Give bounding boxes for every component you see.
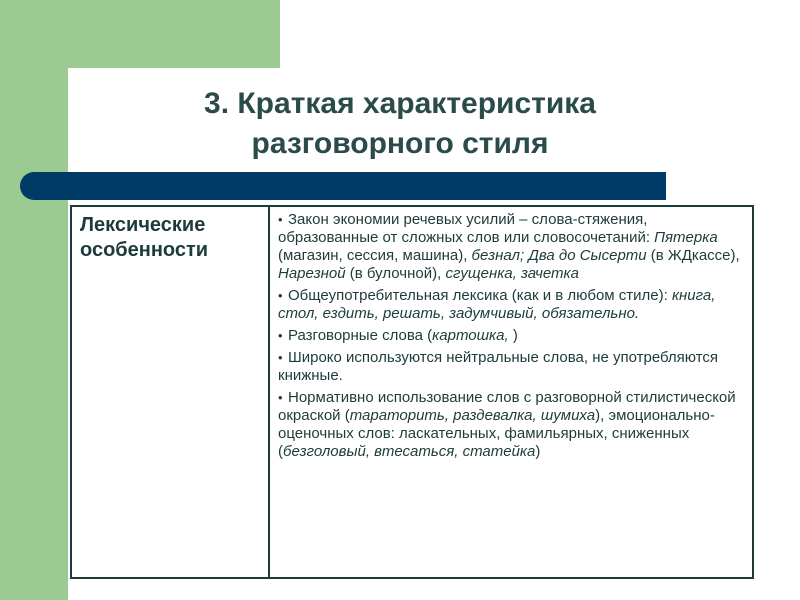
bullet-dot-icon: • (278, 328, 283, 343)
bullet-text-segment: Пятерка (654, 229, 718, 246)
bullet-text-segment: тараторить, раздевалка, шумиха (349, 407, 596, 424)
table-right-cell (270, 207, 752, 577)
bullet-text-segment: Нормативно использование слов с разговорной стилистической окраской ( (278, 389, 736, 424)
bullet-text-segment: (магазин, сессия, машина), (278, 247, 472, 264)
bullet-text-segment: картошка, (432, 327, 509, 344)
table-left-cell (72, 207, 270, 577)
bullet-item (278, 349, 746, 385)
bullet-item (278, 211, 746, 283)
slide-title (150, 84, 650, 164)
slide-title-line1: 3. Краткая характеристика (204, 87, 596, 120)
left-label-line1: Лексические (80, 214, 206, 236)
bullet-text-segment: ) (535, 443, 541, 460)
bullet-text-segment: безголовый, втесаться, статейка (283, 443, 536, 460)
bullet-text-segment: безнал; Два до Сысерти (471, 247, 647, 264)
slide-title-line2: разговорного стиля (251, 127, 549, 160)
bullet-text-segment: Широко используются нейтральные слова, не употребляются книжные. (278, 349, 719, 384)
decor-green-left (0, 0, 68, 600)
left-label-line2: особенности (80, 239, 209, 261)
bullet-item (278, 287, 746, 323)
bullet-item (278, 389, 746, 461)
bullet-item (278, 327, 746, 345)
bullet-text-segment: Разговорные слова ( (288, 327, 433, 344)
bullet-text-segment: книга, стол, ездить, решать, задумчивый, обязательно. (278, 287, 716, 322)
bullet-text-segment: ) (508, 327, 518, 344)
bullet-dot-icon: • (278, 390, 283, 405)
title-underline-bar (20, 172, 666, 200)
bullet-text-segment: Закон экономии речевых усилий – слова-стяжения, образованные от сложных слов или словосочетаний: (278, 211, 655, 246)
bullet-dot-icon: • (278, 288, 283, 303)
content-table (70, 205, 754, 579)
bullet-dot-icon: • (278, 350, 283, 365)
bullet-text-segment: ), эмоционально-оценочных слов: ласкательных, фамильярных, сниженных ( (278, 407, 715, 460)
bullet-text-segment: Общеупотребительная лексика (как и в любом стиле): (288, 287, 672, 304)
bullet-text-segment: сгущенка, зачетка (445, 265, 579, 282)
bullet-text-segment: (в булочной), (345, 265, 446, 282)
bullet-text-segment: (в ЖДкассе), (646, 247, 740, 264)
bullet-text-segment: Нарезной (278, 265, 346, 282)
bullet-dot-icon: • (278, 212, 283, 227)
